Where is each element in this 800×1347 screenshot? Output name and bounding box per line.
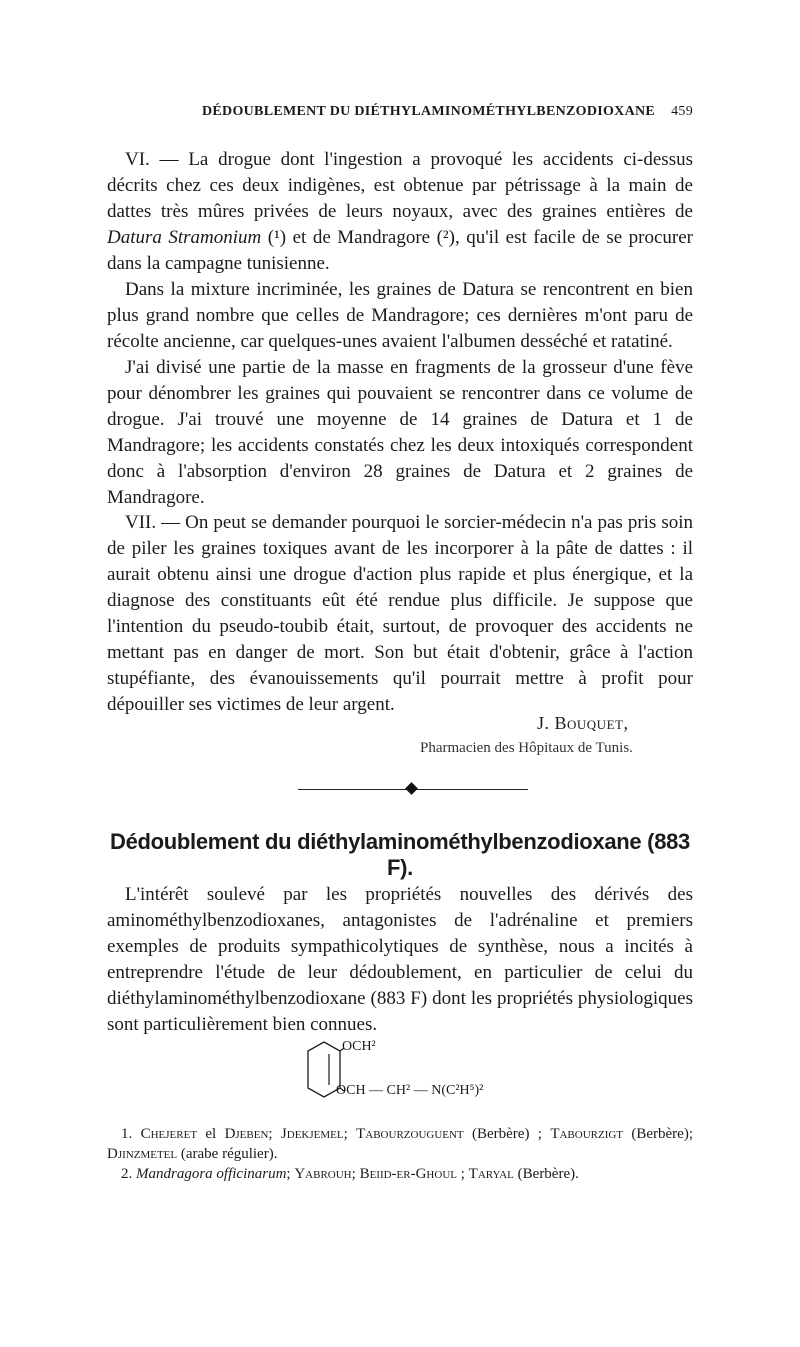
paragraph: Dans la mixture incriminée, les graines de Datura se rencontrent en bien plus grand nombre que celles de Mandragore; ces dernières m'ont paru de récolte ancienne, car quelques-unes avaient l'albumen desséché et ratatiné. (107, 279, 693, 352)
running-title: DÉDOUBLEMENT DU DIÉTHYLAMINOMÉTHYLBENZODIOXANE (202, 104, 656, 119)
footnote-2 (107, 1164, 693, 1184)
footnotes (107, 1124, 693, 1184)
formula-och2: OCH² (342, 1039, 376, 1054)
vernacular-name: Yabrouh (294, 1166, 352, 1182)
vernacular-name: Tabourzouguent (356, 1126, 464, 1142)
article-title: Dédoublement du diéthylaminométhylbenzodioxane (883 F). (109, 829, 690, 880)
vernacular-name: Djeben (224, 1126, 269, 1142)
vernacular-name: Tabourzigt (550, 1126, 624, 1142)
text-run: (Berbère) ; (463, 1126, 551, 1142)
author-role: Pharmacien des Hôpitaux de Tunis. (420, 740, 633, 756)
diamond-ornament-icon (405, 782, 418, 795)
author-name: J. Bouquet, (537, 713, 629, 733)
formula-side-chain: OCH — CH² — N(C²H⁵)² (336, 1083, 484, 1098)
paragraph: VII. — On peut se demander pourquoi le sorcier-médecin n'a pas pris soin de piler les graines toxiques avant de les incorporer à la pâte de dattes : il aurait obtenu ainsi une drogue d'action plus rapide et plus énergique, et la diagnose des constituants eût été rendue plus difficile. Je suppose que l'intention du pseudo-toubib était, surtout, de provoquer des accidents ne mettant pas en danger de mort. Son but était d'obtenir, grâce à l'action stupéfiante, des évanouissements qu'il pourrait mettre à profit pour dépouiller ses victimes de leur argent. (107, 512, 693, 715)
text-run: ; (351, 1166, 360, 1182)
text-run: (arabe régulier). (177, 1146, 278, 1162)
text-run: et de Mandragore (286, 227, 437, 248)
species-name: Datura Stramonium (107, 227, 262, 248)
page-number: 459 (671, 104, 693, 119)
species-name: Mandragora officinarum (136, 1166, 287, 1182)
chemical-formula (300, 1038, 540, 1108)
article-intro (107, 882, 693, 1038)
text-run: ; (343, 1126, 357, 1142)
footnote-number: 2. (121, 1166, 133, 1182)
section-vii (107, 510, 693, 718)
vernacular-name: Djinzmetel (107, 1146, 178, 1162)
section-vi (107, 147, 693, 511)
paragraph: L'intérêt soulevé par les propriétés nouvelles des dérivés des aminométhylbenzodioxanes, antagonistes de l'adrénaline et premiers exemples de produits sympathicolytiques de synthèse, nous a incités à entreprendre l'étude de leur dédoublement, en particulier de celui du diéthylaminométhylbenzodioxane (883 F) dont les propriétés physiologiques sont particulièrement bien connues. (107, 884, 693, 1035)
text-run: ; (457, 1166, 469, 1182)
vernacular-name: Jdekjemel (280, 1126, 344, 1142)
text-run: (Berbère). (513, 1166, 579, 1182)
text-run: el (197, 1126, 225, 1142)
footnote-1 (107, 1124, 693, 1164)
footnote-number: 1. (121, 1126, 133, 1142)
footnote-ref-2: (²) (436, 227, 455, 248)
text-run: ; (286, 1166, 295, 1182)
text-run: , qu'il est facile de se procurer dans la campagne tunisienne. (107, 227, 694, 274)
paragraph: J'ai divisé une partie de la masse en fragments de la grosseur d'une fève pour dénombrer les graines qui pouvaient se rencontrer dans ce volume de drogue. J'ai trouvé une moyenne de 14 graines de Datura et 1 de Mandragore; les accidents constatés chez les deux intoxiqués correspondent donc à l'absorption d'environ 28 graines de Datura et 2 graines de Mandragore. (107, 357, 693, 508)
paragraph (107, 147, 693, 277)
text-run: (Berbère); (623, 1126, 693, 1142)
vernacular-name: Beiid-er-Ghoul (359, 1166, 457, 1182)
text-run: ; (268, 1126, 281, 1142)
section-divider (298, 781, 528, 797)
vernacular-name: Chejeret (140, 1126, 198, 1142)
vernacular-name: Taryal (468, 1166, 514, 1182)
text-run: VI. — La drogue dont l'ingestion a provoqué les accidents ci-dessus décrits chez ces deux indigènes, est obtenue par pétrissage à la main de dattes très mûres privées de leurs noyaux, avec des graines entières de (107, 149, 693, 222)
footnote-ref-1: (¹) (267, 227, 287, 248)
running-header (107, 104, 693, 126)
